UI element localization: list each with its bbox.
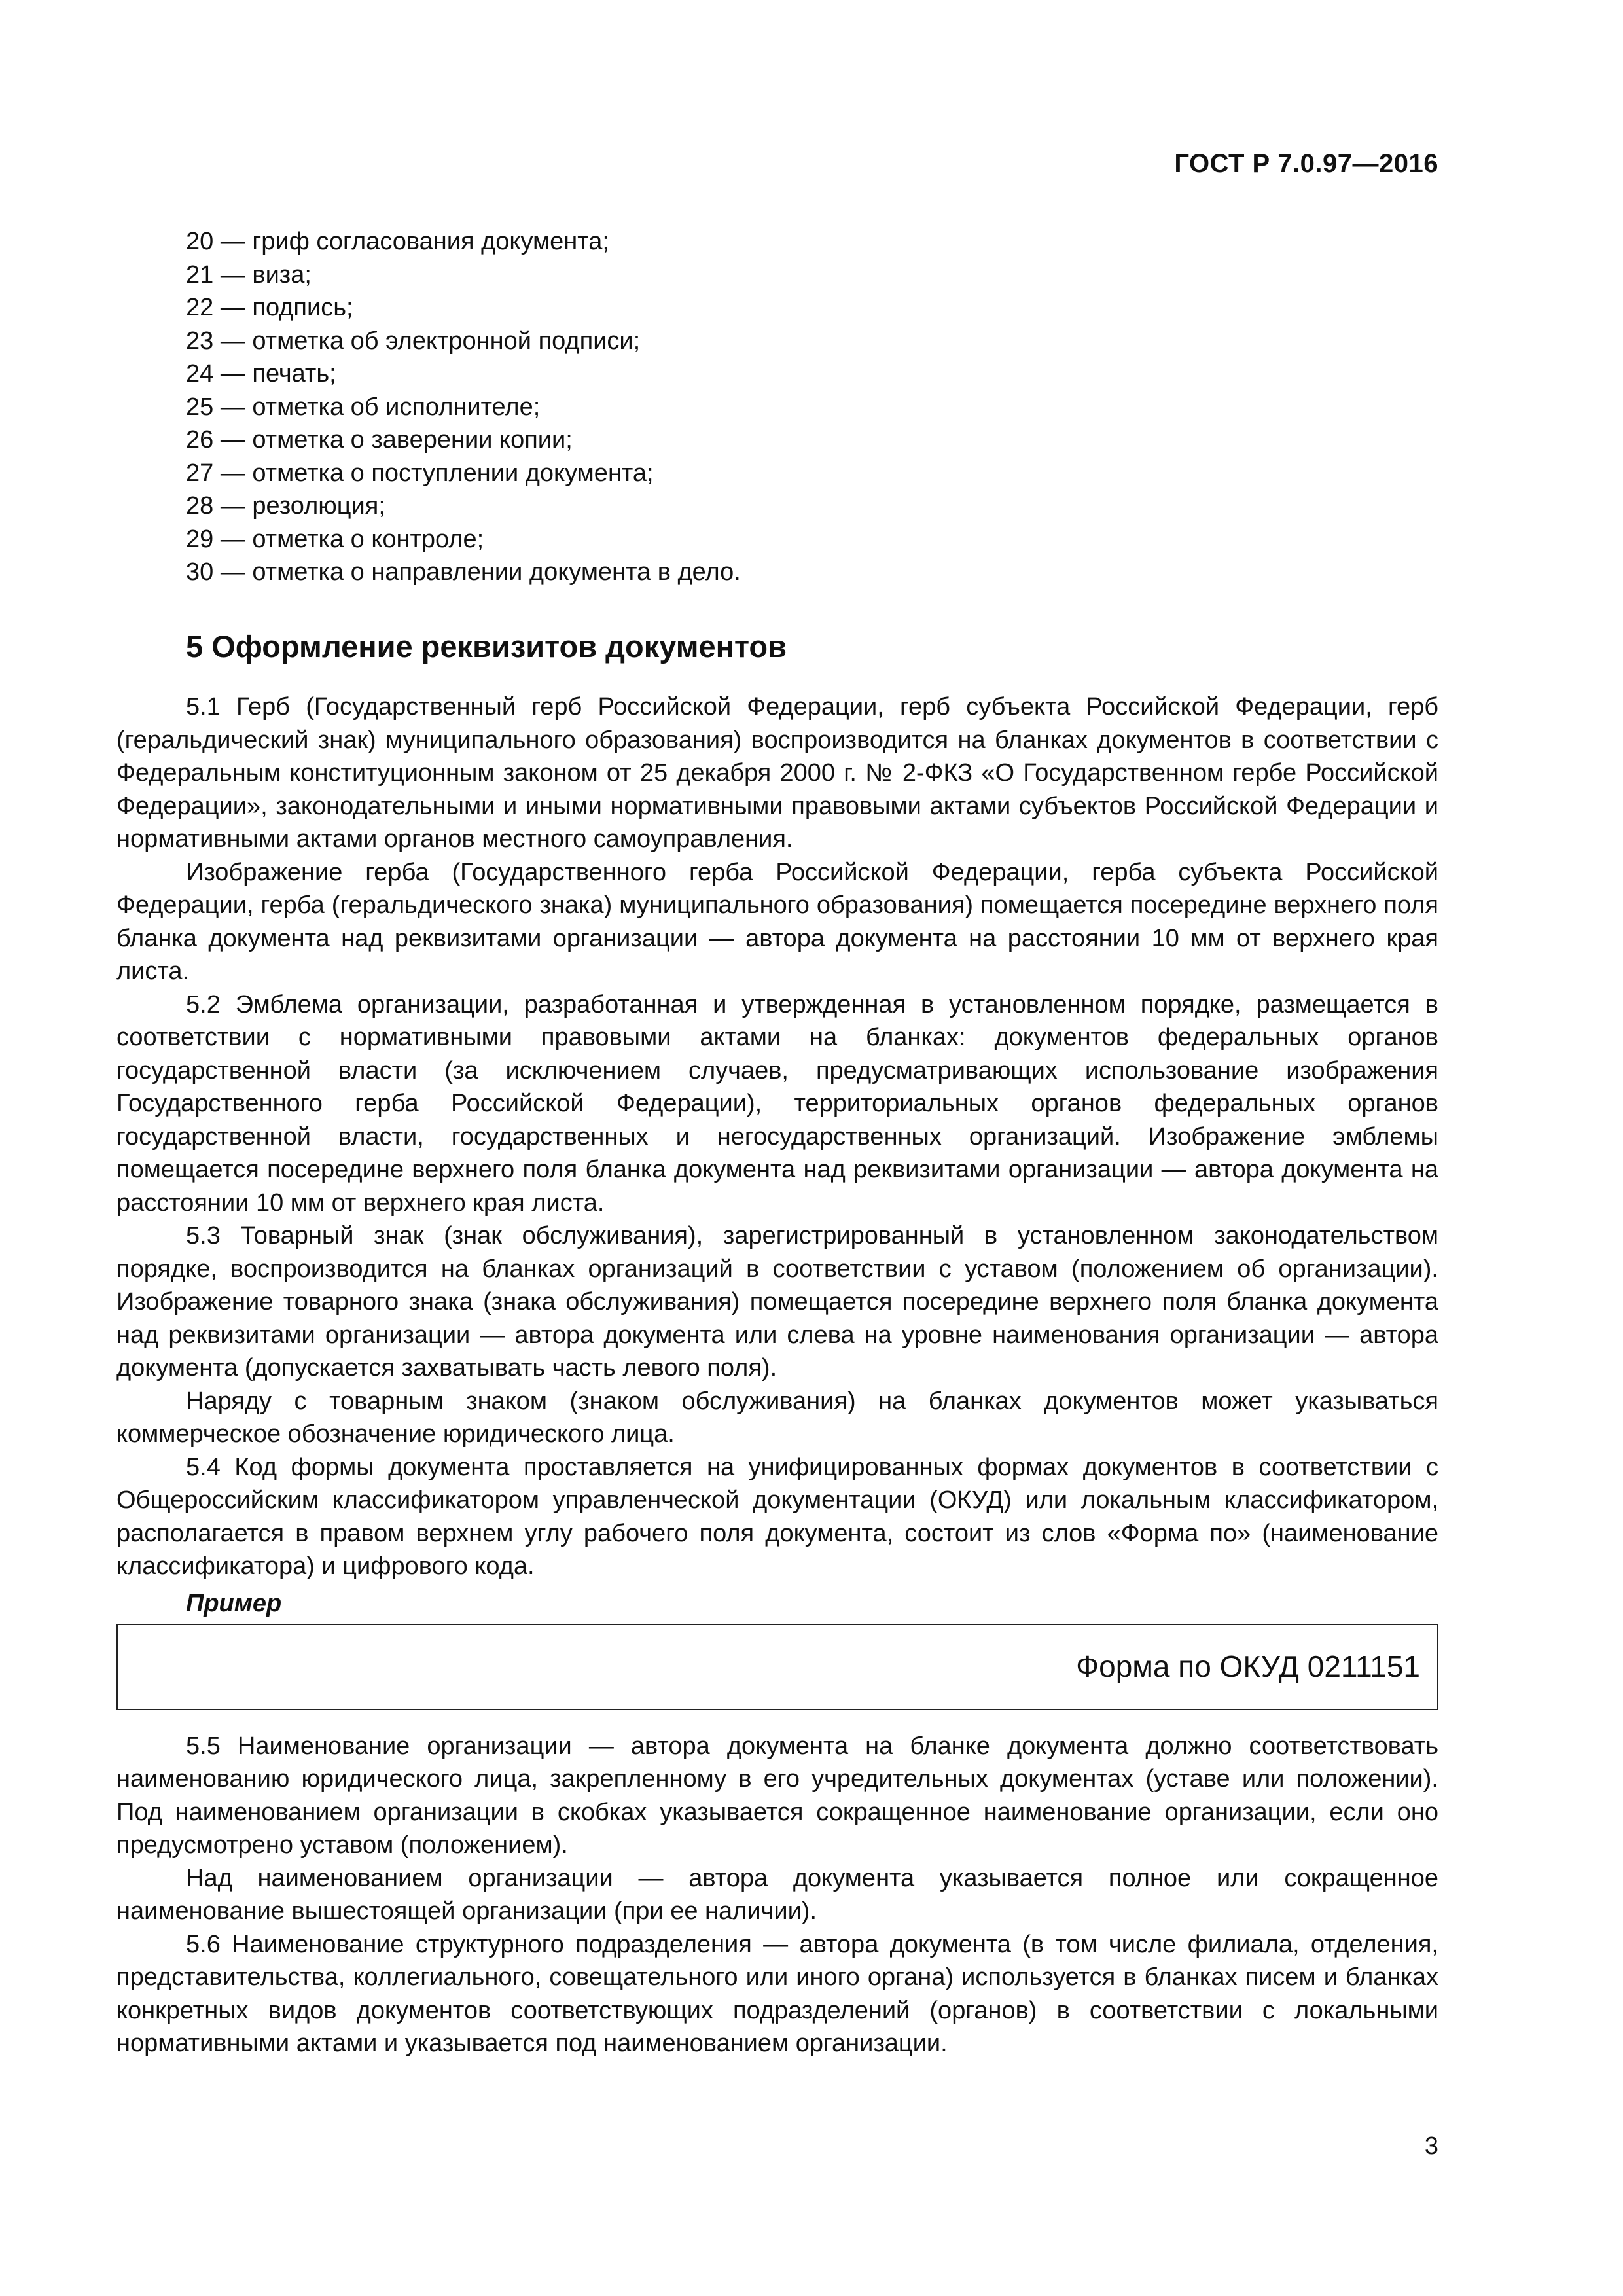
page-number: 3 [1424,2132,1438,2160]
paragraph-5-3: 5.3 Товарный знак (знак обслуживания), зарегистрированный в установленном законодательством порядке, воспроизводится на бланках организаций в соответствии с уставом (положением об организации). Изображение товарного знака (знака обслуживания) помещается посередине верхнего поля бланка документа над реквизитами организации — автора документа или слева на уровне наименования организации — автора документа (допускается захватывать часть левого поля). [116,1222,1438,1382]
list-item: 30 — отметка о направлении документа в дело. [186,558,741,586]
list-item: 28 — резолюция; [186,492,385,520]
example-box [116,1624,1438,1710]
paragraph-parent-org: Над наименованием организации — автора документа указывается полное или сокращенное наименование вышестоящей организации (при ее наличии). [116,1864,1438,1925]
list-item: 20 — гриф согласования документа; [186,228,609,255]
paragraph-emblem-placement: Изображение герба (Государственного герба Российской Федерации, герба субъекта Российской Федерации, герба (геральдического знака) муниципального образования) помещается посередине верхнего поля бланка документа над реквизитами организации — автора документа на расстоянии 10 мм от верхнего края листа. [116,858,1438,985]
standard-code-header: ГОСТ Р 7.0.97—2016 [1174,149,1438,178]
section-body [116,691,1438,2060]
paragraph-5-2: 5.2 Эмблема организации, разработанная и утвержденная в установленном порядке, размещается в соответствии с нормативными правовыми актами на бланках: документов федеральных органов государственной власти (за исключением случаев, предусматривающих использование изображения Государственного герба Российской Федерации), территориальных органов федеральных органов государственной власти, государственных и негосударственных организаций. Изображение эмблемы помещается посередине верхнего поля бланка документа над реквизитами организации — автора документа на расстоянии 10 мм от верхнего края листа. [116,990,1438,1217]
list-item: 26 — отметка о заверении копии; [186,426,573,454]
list-item: 27 — отметка о поступлении документа; [186,459,654,487]
list-item: 23 — отметка об электронной подписи; [186,327,641,355]
example-label: Пример [186,1589,282,1617]
section-title: 5 Оформление реквизитов документов [186,629,787,664]
paragraph-5-6: 5.6 Наименование структурного подразделения — автора документа (в том числе филиала, отделения, представительства, коллегиального, совещательного или иного органа) используется в бланках писем и бланках конкретных видов документов соответствующих подразделений (органов) в соответствии с локальными нормативными актами и указывается под наименованием организации. [116,1930,1438,2057]
paragraph-5-1: 5.1 Герб (Государственный герб Российской Федерации, герб субъекта Российской Федерации, герб (геральдический знак) муниципального образования) воспроизводится на бланках документов в соответствии с Федеральным конституционным законом от 25 декабря 2000 г. № 2-ФКЗ «О Государственном гербе Российской Федерации», законодательными и иными нормативными правовыми актами субъектов Российской Федерации и нормативными актами органов местного самоуправления. [116,693,1438,853]
paragraph-5-4: 5.4 Код формы документа проставляется на унифицированных формах документов в соответствии с Общероссийским классификатором управленческой документации (ОКУД) или локальным классификатором, располагается в правом верхнем углу рабочего поля документа, состоит из слов «Форма по» (наименование классификатора) и цифрового кода. [116,1453,1438,1580]
list-item: 22 — подпись; [186,294,353,321]
list-item: 29 — отметка о контроле; [186,525,484,553]
list-item: 24 — печать; [186,360,336,387]
list-item: 21 — виза; [186,260,312,289]
requisites-list [186,225,741,589]
paragraph-5-5: 5.5 Наименование организации — автора документа на бланке документа должно соответствовать наименованию юридического лица, закрепленному в его учредительных документах (уставе или положении). Под наименованием организации в скобках указывается сокращенное наименование организации, если оно предусмотрено уставом (положением). [116,1732,1438,1859]
example-form-code: Форма по ОКУД 0211151 [1076,1649,1420,1683]
paragraph-trademark-note: Наряду с товарным знаком (знаком обслуживания) на бланках документов может указываться коммерческое обозначение юридического лица. [116,1387,1438,1448]
document-page [116,0,1438,2296]
list-item: 25 — отметка об исполнителе; [186,393,541,421]
